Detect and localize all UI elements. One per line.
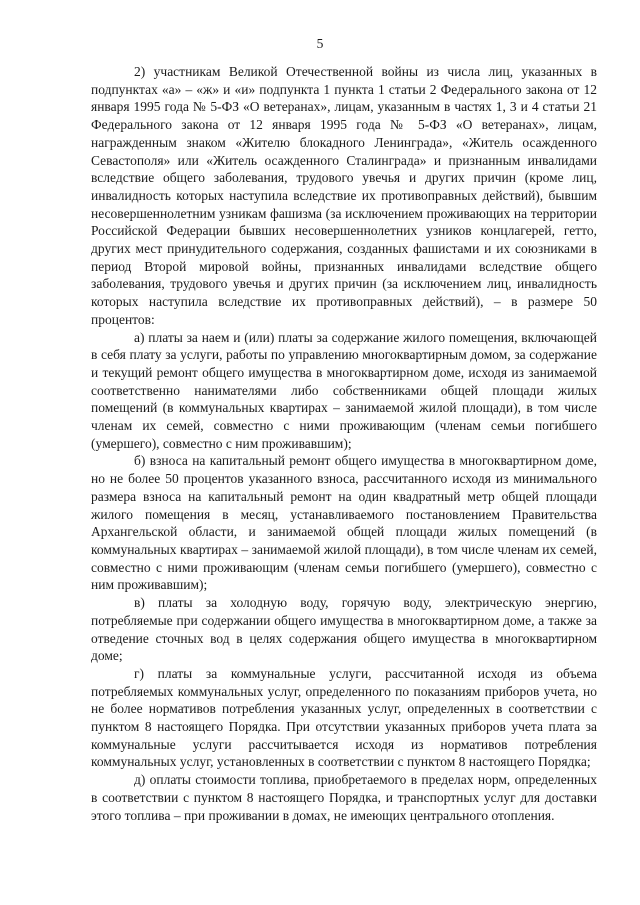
paragraph-subitem-v: в) платы за холодную воду, горячую воду, электрическую энергию, потребляемые при содержании общего имущества в многоквартирном доме, а также за отведение сточных вод в целях содержания общего имущества в многоквартирном доме; <box>91 595 597 664</box>
paragraph-subitem-d: д) оплаты стоимости топлива, приобретаемого в пределах норм, определенных в соответствии с пунктом 8 настоящего Порядка, и транспортных услуг для доставки этого топлива – при проживании в домах, не имеющих центрального отопления. <box>91 772 597 823</box>
document-body <box>91 63 597 824</box>
page-number: 5 <box>316 36 324 51</box>
paragraph-subitem-a: а) платы за наем и (или) платы за содержание жилого помещения, включающей в себя плату за услуги, работы по управлению многоквартирным домом, за содержание и текущий ремонт общего имущества в многоквартирном доме, исходя из занимаемой соответственно нанимателями либо собственниками общей площади жилых помещений (в коммунальных квартирах – занимаемой жилой площади), в том числе членам их семей, совместно с ними проживающим (членам семьи погибшего (умершего), совместно с ним проживавшим); <box>91 329 597 451</box>
paragraph-subitem-b: б) взноса на капитальный ремонт общего имущества в многоквартирном доме, но не более 50 процентов указанного взноса, рассчитанного исходя из минимального размера взноса на капитальный ремонт на один квадратный метр общей площади жилого помещения в месяц, устанавливаемого постановлением Правительства Архангельской области, и занимаемой общей площади жилых помещений (в коммунальных квартирах – занимаемой жилой площади), в том числе членам их семей, совместно с ними проживающим (членам семьи погибшего (умершего), совместно с ним проживавшим); <box>91 453 597 593</box>
paragraph-item-2: 2) участникам Великой Отечественной войны из числа лиц, указанных в подпунктах «а» – «ж» и «и» подпункта 1 пункта 1 статьи 2 Федерального закона от 12 января 1995 года № 5-ФЗ «О ветеранах», лицам, указанным в частях 1, 3 и 4 статьи 21 Федерального закона от 12 января 1995 года № 5-ФЗ «О ветеранах», лицам, награжденным знаком «Жителю блокадного Ленинграда», «Житель осажденного Севастополя» или «Житель осажденного Сталинграда» и признанным инвалидами вследствие общего заболевания, трудового увечья и других причин (кроме лиц, инвалидность которых наступила вследствие их противоправных действий), бывшим несовершеннолетним узникам фашизма (за исключением проживающих на территории Российской Федерации бывших несовершеннолетних узников концлагерей, гетто, других мест принудительного содержания, созданных фашистами и их союзниками в период Второй мировой войны, признанных инвалидами вследствие общего заболевания, трудового увечья и других причин (за исключением лиц, инвалидность которых наступила вследствие их противоправных действий), – в размере 50 процентов: <box>91 64 597 327</box>
paragraph-subitem-g: г) платы за коммунальные услуги, рассчитанной исходя из объема потребляемых коммунальных услуг, определенного по показаниям приборов учета, но не более нормативов потребления указанных услуг, определенных в соответствии с пунктом 8 настоящего Порядка. При отсутствии указанных приборов учета плата за коммунальные услуги рассчитывается исходя из нормативов потребления коммунальных услуг, установленных в соответствии с пунктом 8 настоящего Порядка; <box>91 665 597 770</box>
